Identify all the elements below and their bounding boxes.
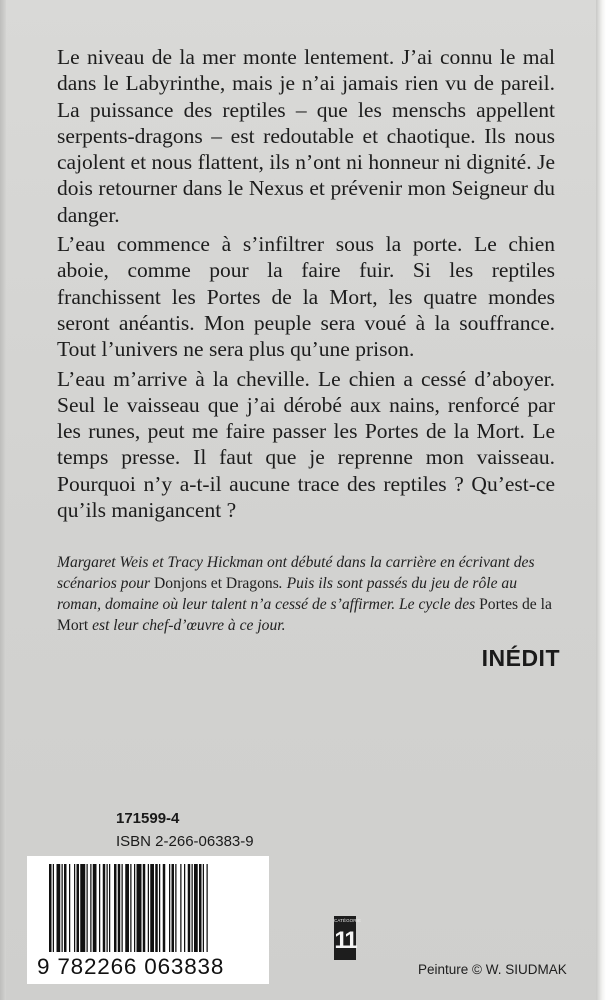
inedit-stamp: INÉDIT (481, 645, 560, 671)
barcode-bar (107, 864, 108, 952)
barcode-bar (172, 864, 175, 952)
bio-game-title: Donjons et Dragons (154, 575, 279, 592)
barcode-bar (118, 864, 121, 952)
blurb-paragraph-1: Le niveau de la mer monte lentement. J’ai connu le mal dans le Labyrinthe, mais je n’ai jamais rien vu de pareil. La puissance des reptiles – que les menschs appellent serpents-dragons – est redoutable et chaotique. Ils nous cajolent et nous flattent, ils n’ont ni honneur ni dignité. Je dois retourner dans le Nexus et prévenir mon Seigneur du danger. (57, 45, 555, 227)
barcode-bar (130, 864, 131, 952)
barcode-bar (103, 864, 106, 952)
barcode-bar (137, 864, 142, 952)
barcode-bar (203, 864, 204, 952)
barcode-bar (90, 864, 91, 952)
barcode-bar (69, 864, 70, 952)
barcode-bar (114, 864, 117, 952)
bio-text-1: Margaret Weis et Tracy Hickman ont débuté dans la carrière en écrivant des scénarios pour (57, 554, 535, 592)
barcode-bar (87, 864, 88, 952)
barcode (27, 856, 269, 984)
barcode-digits: 9 782266 063838 (37, 954, 225, 979)
barcode-bar (134, 864, 135, 952)
barcode-bar (180, 864, 181, 952)
barcode-bar (143, 864, 146, 952)
cover-art-credit: Peinture © W. SIUDMAK (418, 962, 567, 977)
barcode-bar (77, 864, 80, 952)
barcode-bar (188, 864, 191, 952)
product-code: 171599-4 (116, 810, 180, 827)
bio-text-2: . Puis ils sont passés du jeu de rôle au roman, domaine où leur talent n’a cessé de s’affirmer. Le cycle des (57, 575, 518, 613)
barcode-bar (184, 864, 185, 952)
barcode-bar (150, 864, 154, 952)
barcode-bar (74, 864, 75, 952)
blurb-text (57, 44, 555, 526)
barcode-bar (62, 864, 63, 952)
isbn-number: ISBN 2-266-06383-9 (116, 833, 254, 850)
barcode-bar (148, 864, 149, 952)
barcode-bar (125, 864, 129, 952)
barcode-bar (159, 864, 160, 952)
barcode-bar (109, 864, 110, 952)
barcode-bar (57, 864, 61, 952)
barcode-bar (207, 864, 208, 952)
barcode-bar (93, 864, 97, 952)
bio-series-title: Portes de la Mort (57, 596, 552, 634)
cover-left-edge (0, 0, 6, 1000)
barcode-bar (155, 864, 158, 952)
cover-right-edge (596, 0, 606, 1000)
category-number: 11 (334, 927, 356, 954)
blurb-paragraph-3: L’eau m’arrive à la cheville. Le chien a cessé d’aboyer. Seul le vaisseau que j’ai dérobé aux nains, renforcé par les runes, peut me faire passer les Portes de la Mort. Le temps presse. Il faut que je reprenne mon vaisseau. Pourquoi n’y a-t-il aucune trace des reptiles ? Qu’est-ce qu’ils manigancent ? (57, 366, 555, 523)
barcode-bar (49, 864, 52, 952)
author-bio (57, 552, 557, 636)
barcode-bar (199, 864, 202, 952)
barcode-bar (80, 864, 85, 952)
barcode-bar (99, 864, 100, 952)
barcode-bars (27, 856, 269, 956)
barcode-bar (163, 864, 166, 952)
category-badge (334, 916, 362, 960)
barcode-bar (64, 864, 67, 952)
barcode-bar (122, 864, 123, 952)
category-label: CATÉGORIE (334, 918, 362, 923)
barcode-bar (175, 864, 176, 952)
barcode-bar (53, 864, 54, 952)
barcode-bar (192, 864, 193, 952)
bio-text-3: est leur chef-d’œuvre à ce jour. (88, 617, 286, 634)
barcode-bar (194, 864, 198, 952)
barcode-bar (169, 864, 170, 952)
blurb-paragraph-2: L’eau commence à s’infiltrer sous la porte. Le chien aboie, comme pour la faire fuir. Si les reptiles franchissent les Portes de la Mort, les quatre mondes seront anéantis. Mon peuple sera voué à la souffrance. Tout l’univers ne sera plus qu’une prison. (57, 232, 555, 362)
